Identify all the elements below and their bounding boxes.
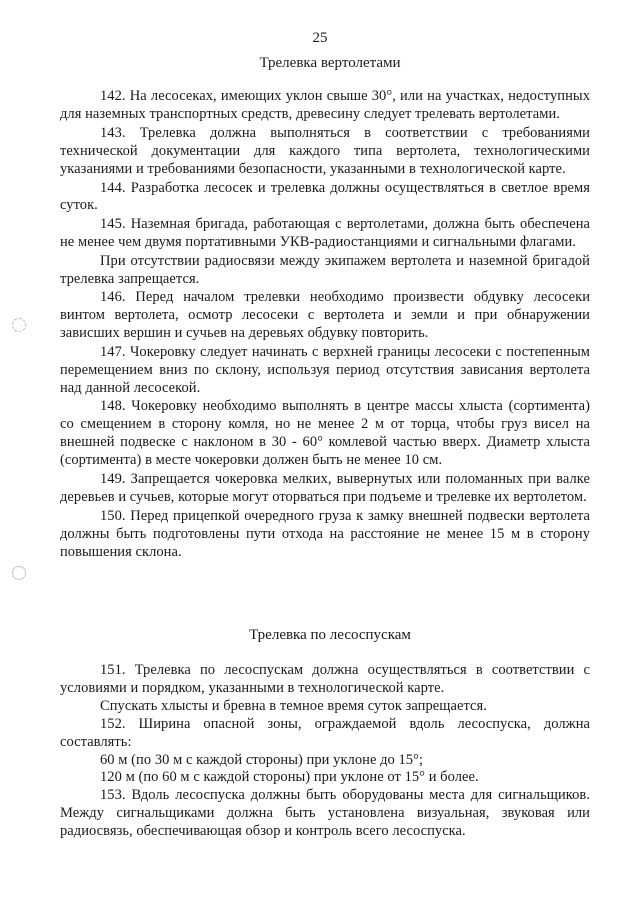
paragraph-149: 149. Запрещается чокеровка мелких, вывернутых или поломанных при валке деревьев и сучьев, которые могут оторваться при подъеме и трелевке их вертолетом. — [60, 471, 590, 505]
paragraph-147: 147. Чокеровку следует начинать с верхней границы лесосеки с постепенным перемещением вниз по склону, используя период отсутствия зависания вертолета над данной лесосекой. — [60, 343, 590, 396]
paragraph-150: 150. Перед прицепкой очередного груза к замку внешней подвески вертолета должны быть подготовлены пути отхода на расстояние не менее 15 м в сторону повышения склона. — [60, 507, 590, 560]
paragraph-153: 153. Вдоль лесоспуска должны быть оборудованы места для сигнальщиков. Между сигнальщиками должна быть установлена визуальная, звуковая или радиосвязь, обеспечивающая обзор и контроль всего лесоспуска. — [60, 787, 590, 840]
section-heading: Трелевка по лесоспускам — [249, 627, 411, 643]
paragraph-dark-time: Спускать хлысты и бревна в темное время суток запрещается. — [100, 697, 487, 714]
section-heading: Трелевка вертолетами — [259, 55, 401, 71]
paragraph-142: 142. На лесосеках, имеющих уклон свыше 30°, или на участках, недоступных для наземных транспортных средств, древесину следует трелевать вертолетами. — [60, 88, 590, 122]
paragraph-143: 143. Трелевка должна выполняться в соответствии с требованиями технической документации для каждого типа вертолета, технологическими указаниями и требованиями безопасности, указанными в технологической карте. — [60, 124, 590, 177]
page-number: 25 — [312, 30, 328, 46]
paragraph-148: 148. Чокеровку необходимо выполнять в центре массы хлыста (сортимента) со смещением в сторону комля, но не менее 2 м от торца, чтобы груз висел на внешней подвеске с наклоном в 30 - 60° комлевой частью вверх. Диаметр хлыста (сортимента) в месте чокеровки должен быть не менее 10 см. — [60, 398, 590, 469]
punch-hole-mark — [12, 566, 26, 580]
paragraph-152-item-1: 60 м (по 30 м с каждой стороны) при уклоне до 15°; — [100, 751, 424, 768]
paragraph-radio-note: При отсутствии радиосвязи между экипажем вертолета и наземной бригадой трелевка запрещается. — [60, 253, 590, 288]
section-body — [60, 88, 590, 562]
paragraph-145: 145. Наземная бригада, работающая с вертолетами, должна быть обеспечена не менее чем двумя портативными УКВ-радиостанциями и сигнальными флагами. — [60, 216, 590, 251]
punch-hole-mark — [12, 318, 26, 332]
paragraph-146: 146. Перед началом трелевки необходимо произвести обдувку лесосеки винтом вертолета, осмотр лесосеки с вертолета и земли и при обнаружении зависших вершин и сучьев на деревьях обдувку повторить. — [60, 288, 590, 341]
paragraph-151: 151. Трелевка по лесоспускам должна осуществляться в соответствии с условиями и порядком, указанными в технологической карте. — [60, 662, 590, 696]
section-body — [60, 662, 590, 841]
paragraph-152-item-2: 120 м (по 60 м с каждой стороны) при уклоне от 15° и более. — [100, 769, 479, 786]
paragraph-152: 152. Ширина опасной зоны, ограждаемой вдоль лесоспуска, должна составлять: — [60, 715, 590, 750]
paragraph-144: 144. Разработка лесосек и трелевка должны осуществляться в светлое время суток. — [60, 179, 590, 214]
